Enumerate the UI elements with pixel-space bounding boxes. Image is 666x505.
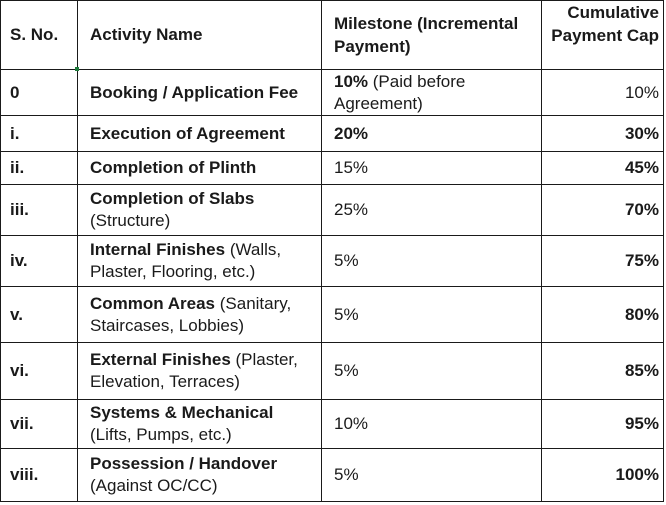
cell-cumulative[interactable]: 95%: [542, 400, 664, 449]
cell-milestone[interactable]: 10%: [322, 400, 542, 449]
activity-detail: (Sanitary, Staircases, Lobbies): [90, 293, 292, 335]
table-row: [1, 400, 664, 449]
cell-activity[interactable]: [78, 116, 322, 152]
activity-detail: (Walls, Plaster, Flooring, etc.): [90, 240, 282, 281]
cell-milestone[interactable]: 5%: [322, 287, 542, 343]
table-row: [1, 236, 664, 287]
cell-sno[interactable]: vii.: [1, 400, 78, 449]
cell-activity[interactable]: [78, 343, 322, 400]
table-row: [1, 116, 664, 152]
table-row: [1, 70, 664, 116]
header-milestone[interactable]: Milestone (Incremental Payment): [322, 1, 542, 70]
header-cumulative[interactable]: Cumulative Payment Cap: [542, 1, 664, 70]
cell-milestone[interactable]: 25%: [322, 185, 542, 236]
activity-detail: (Plaster, Elevation, Terraces): [90, 350, 298, 391]
activity-name: Booking / Application Fee: [90, 82, 299, 102]
cell-cumulative[interactable]: 70%: [542, 185, 664, 236]
selection-fill-handle[interactable]: [75, 67, 79, 71]
cell-sno[interactable]: v.: [1, 287, 78, 343]
table-row: [1, 152, 664, 185]
cell-sno[interactable]: 0: [1, 70, 78, 116]
cell-milestone[interactable]: 5%: [322, 343, 542, 400]
cell-milestone[interactable]: 20%: [322, 116, 542, 152]
cell-activity[interactable]: [78, 70, 322, 116]
activity-detail: (Structure): [90, 211, 171, 230]
cell-milestone[interactable]: [322, 70, 542, 116]
cell-activity[interactable]: [78, 400, 322, 449]
cell-milestone[interactable]: 5%: [322, 449, 542, 502]
cell-cumulative[interactable]: 45%: [542, 152, 664, 185]
header-sno[interactable]: S. No.: [1, 1, 78, 70]
activity-name: Possession / Handover: [90, 454, 278, 473]
milestone-percent: 10%: [334, 71, 369, 91]
activity-name: Systems & Mechanical: [90, 403, 274, 422]
cell-cumulative[interactable]: 100%: [542, 449, 664, 502]
table-row: [1, 287, 664, 343]
table-row: [1, 343, 664, 400]
activity-name: External Finishes: [90, 350, 231, 369]
activity-name: Internal Finishes: [90, 240, 226, 259]
header-row: [1, 1, 664, 70]
cell-sno[interactable]: i.: [1, 116, 78, 152]
cell-activity[interactable]: [78, 287, 322, 343]
activity-name: Execution of Agreement: [90, 123, 285, 143]
activity-name: Completion of Plinth: [90, 158, 257, 177]
cell-sno[interactable]: iv.: [1, 236, 78, 287]
cell-cumulative[interactable]: 75%: [542, 236, 664, 287]
activity-detail: (Lifts, Pumps, etc.): [90, 425, 232, 444]
cell-sno[interactable]: ii.: [1, 152, 78, 185]
cell-activity[interactable]: [78, 152, 322, 185]
cell-milestone[interactable]: 15%: [322, 152, 542, 185]
cell-activity[interactable]: [78, 236, 322, 287]
cell-sno[interactable]: vi.: [1, 343, 78, 400]
cell-cumulative[interactable]: 10%: [542, 70, 664, 116]
table-row: [1, 185, 664, 236]
table-row: [1, 449, 664, 502]
cell-sno[interactable]: iii.: [1, 185, 78, 236]
cell-activity[interactable]: [78, 185, 322, 236]
cell-milestone[interactable]: 5%: [322, 236, 542, 287]
cell-cumulative[interactable]: 85%: [542, 343, 664, 400]
cell-cumulative[interactable]: 80%: [542, 287, 664, 343]
activity-name: Completion of Slabs: [90, 189, 255, 208]
activity-detail: (Against OC/CC): [90, 476, 218, 495]
header-activity[interactable]: Activity Name: [78, 1, 322, 70]
cell-cumulative[interactable]: 30%: [542, 116, 664, 152]
milestone-note: (Paid before Agreement): [334, 71, 466, 113]
cell-activity[interactable]: [78, 449, 322, 502]
cell-sno[interactable]: viii.: [1, 449, 78, 502]
activity-name: Common Areas: [90, 293, 216, 313]
